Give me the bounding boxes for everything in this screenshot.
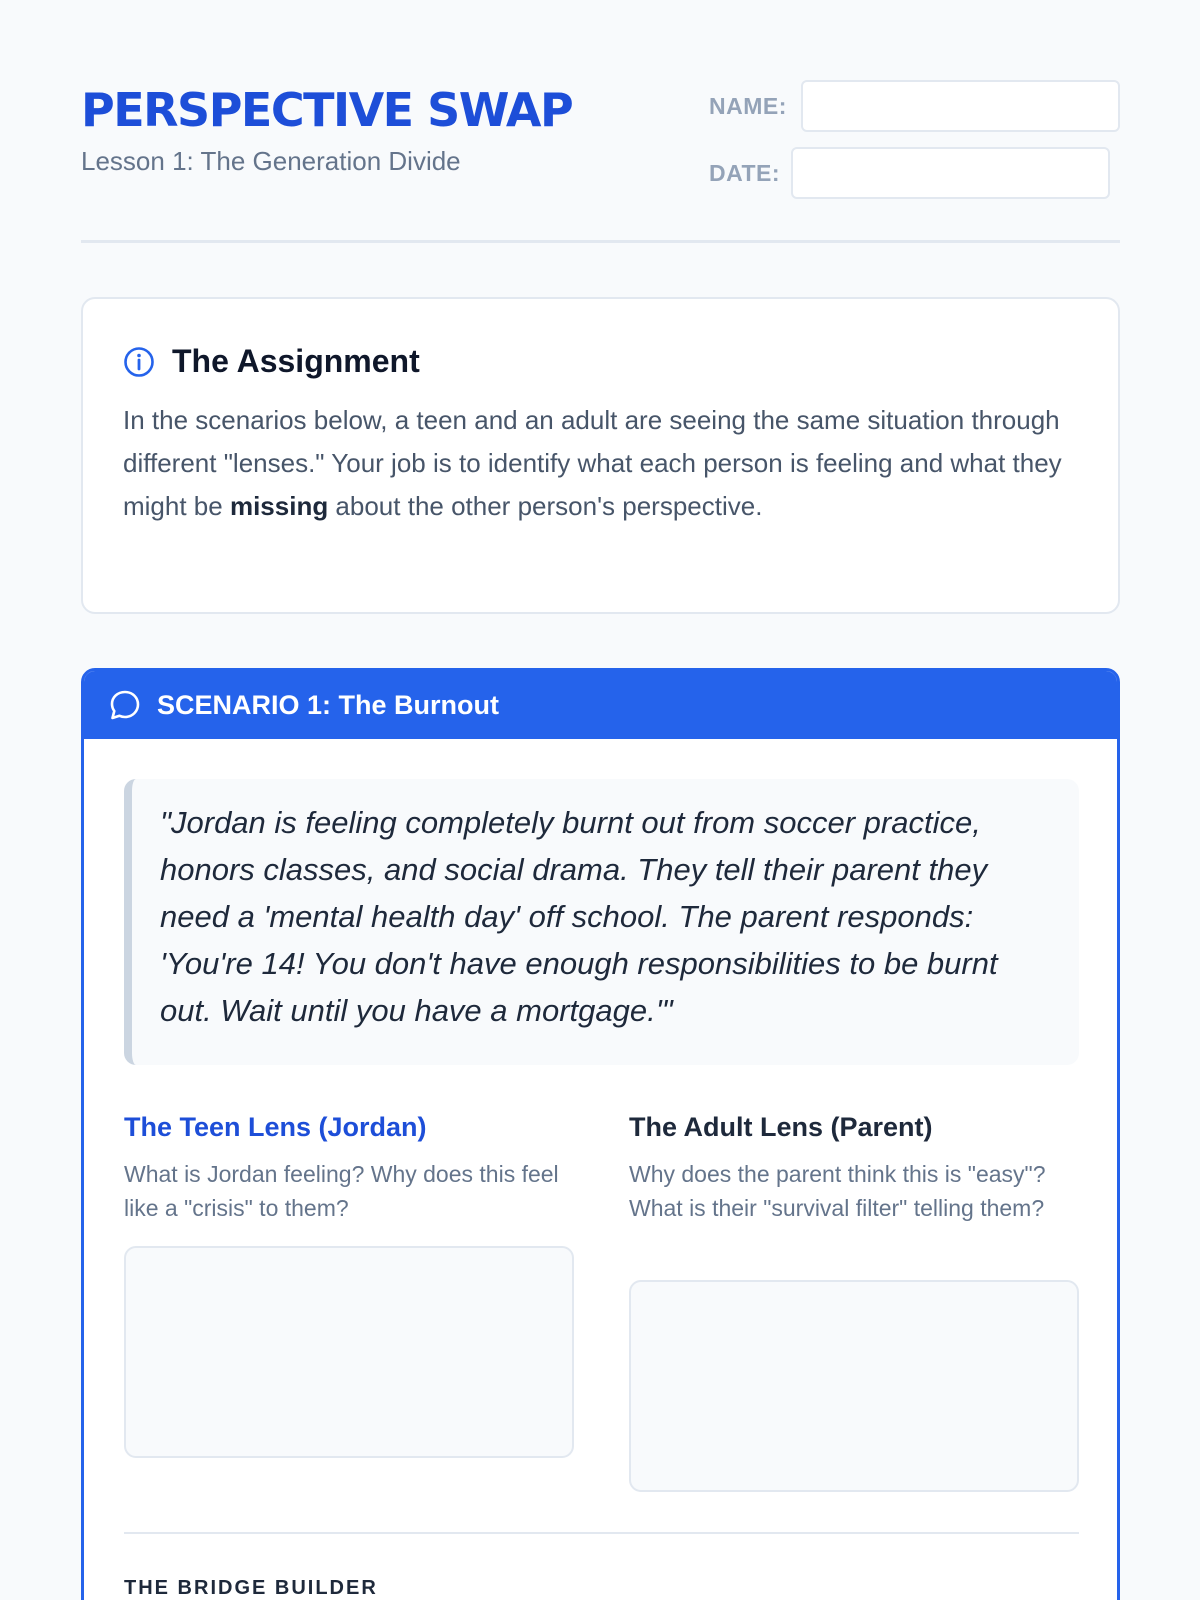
assignment-title: The Assignment: [172, 343, 420, 379]
teen-lens-column: [124, 1107, 574, 1225]
assignment-body-emphasis: missing: [229, 491, 329, 521]
worksheet-page: [81, 0, 1120, 1599]
date-field[interactable]: [791, 147, 1110, 199]
chat-bubble-icon: [108, 688, 142, 722]
scenario-quote-text: "Jordan is feeling completely burnt out from soccer practice, honors classes, and social drama. They tell their parent they need a 'mental health day' off school. The parent responds: 'You're 14! You don't have enough responsibilities to be burnt out. Wait until you have a mortgage.'": [160, 805, 998, 1028]
page-title: PERSPECTIVE SWAP: [81, 83, 573, 137]
section-divider: [124, 1532, 1079, 1534]
info-icon: [123, 346, 155, 378]
assignment-body-start: In the scenarios below, a teen and an adult are seeing the same situation through different "lenses." Your job is to identify what each person is feeling and what they might be: [123, 405, 1062, 521]
assignment-card: [81, 297, 1120, 614]
teen-lens-answer-box[interactable]: [124, 1246, 574, 1458]
lesson-subtitle: Lesson 1: The Generation Divide: [81, 146, 461, 176]
adult-lens-question: Why does the parent think this is "easy"? What is their "survival filter" telling them?: [629, 1161, 1046, 1221]
teen-lens-question: What is Jordan feeling? Why does this feel like a "crisis" to them?: [124, 1161, 559, 1221]
assignment-instructions: [123, 399, 1063, 528]
scenario-card: [81, 668, 1120, 1600]
name-label: NAME:: [709, 93, 787, 119]
worksheet-header: [81, 0, 1120, 243]
scenario-title: SCENARIO 1: The Burnout: [157, 690, 499, 720]
date-label: DATE:: [709, 160, 781, 186]
name-field[interactable]: [801, 80, 1120, 132]
assignment-body-end: about the other person's perspective.: [328, 491, 763, 521]
adult-lens-column: [629, 1107, 1079, 1225]
teen-lens-title: The Teen Lens (Jordan): [124, 1112, 427, 1142]
adult-lens-title: The Adult Lens (Parent): [629, 1112, 933, 1142]
adult-lens-answer-box[interactable]: [629, 1280, 1079, 1492]
bridge-builder-label: THE BRIDGE BUILDER: [124, 1577, 378, 1599]
scenario-quote: [124, 779, 1079, 1065]
scenario-header: [84, 671, 1117, 739]
